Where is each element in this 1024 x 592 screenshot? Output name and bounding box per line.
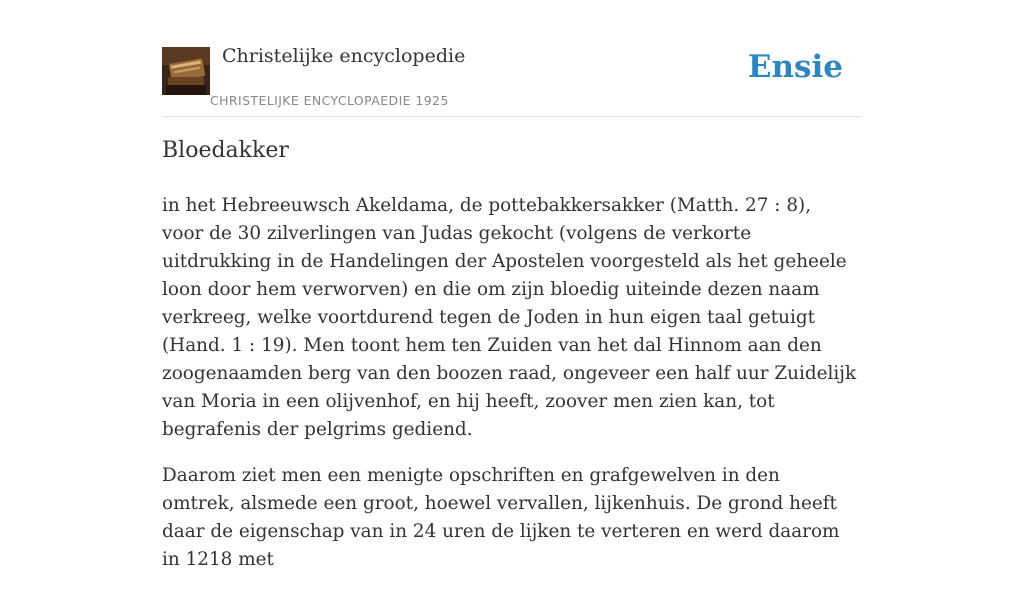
article-body bbox=[162, 192, 858, 592]
source-title[interactable]: Christelijke encyclopedie bbox=[222, 45, 466, 67]
source-subtitle: CHRISTELIJKE ENCYCLOPAEDIE 1925 bbox=[210, 93, 449, 108]
source-avatar[interactable] bbox=[162, 47, 210, 95]
article-paragraph: in het Hebreeuwsch Akeldama, de pottebakkersakker (Matth. 27 : 8), voor de 30 zilverlingen van Judas gekocht (volgens de verkorte uitdrukking in de Handelingen der Apostelen voorgesteld als het geheele loon door hem verworven) en die om zijn bloedig uiteinde dezen naam verkreeg, welke voortdurend tegen de Joden in hun eigen taal getuigt (Hand. 1 : 19). Men toont hem ten Zuiden van het dal Hinnom aan den zoogenaamden berg van den boozen raad, ongeveer een half uur Zuidelijk van Moria in een olijvenhof, en hij heeft, zoover men zien kan, tot begrafenis der pelgrims gediend. bbox=[162, 195, 857, 440]
brand-logo[interactable]: Ensie bbox=[747, 49, 843, 85]
article-paragraph: Daarom ziet men een menigte opschriften en grafgewelven in den omtrek, alsmede een groot, hoewel vervallen, lijkenhuis. De grond heeft daar de eigenschap van in 24 uren de lijken te verteren en werd daarom in 1218 met bbox=[162, 465, 840, 570]
site-header bbox=[162, 0, 862, 117]
book-cover-icon bbox=[162, 47, 210, 95]
article-title: Bloedakker bbox=[162, 138, 289, 163]
